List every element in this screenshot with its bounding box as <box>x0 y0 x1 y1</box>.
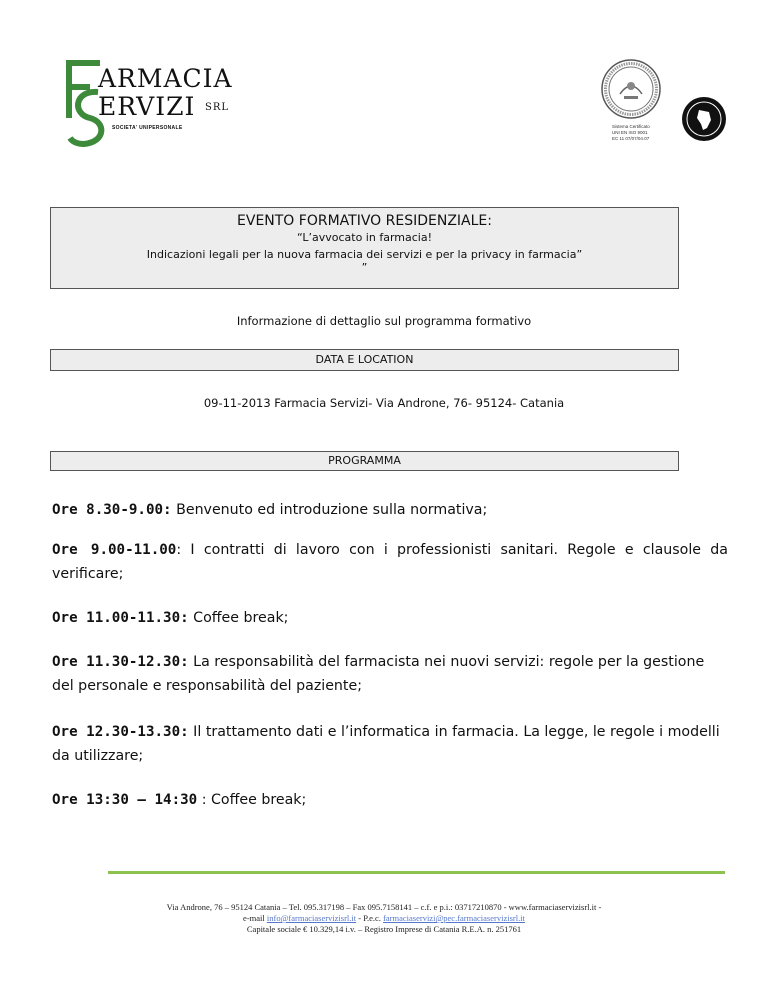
program-time: Ore 11.00-11.30: <box>52 610 189 626</box>
program-text: Il trattamento dati e l’informatica in farmacia. La legge, le regole i modelli da utilizzare; <box>52 724 720 764</box>
program-time: Ore 13:30 – 14:30 <box>52 792 198 808</box>
data-location-header: DATA E LOCATION <box>50 349 679 371</box>
company-logo <box>60 58 260 148</box>
footer-address: Via Androne, 76 – 95124 Catania – Tel. 095.317198 – Fax 095.7158141 – c.f. e p.i.: 03717210870 - www.farmaciaservizisrl.it - <box>166 902 602 912</box>
event-subtitle-line1: “L’avvocato in farmacia! <box>297 231 432 244</box>
logo-subtitle: SOCIETA' UNIPERSONALE <box>112 125 183 131</box>
seal-caption: Sistema Certificato UNI EN ISO 9001 EC 11 07/07/04.07 <box>612 124 650 141</box>
pec-link[interactable]: farmaciaservizi@pec.farmaciaservizisrl.it <box>383 913 525 923</box>
logo-srl-text: SRL <box>205 102 230 113</box>
footer <box>0 902 768 935</box>
footer-contacts: e-mail info@farmaciaservizisrl.it - P.e.c. farmaciaservizi@pec.farmaciaservizisrl.it <box>243 913 525 923</box>
location-text: 09-11-2013 Farmacia Servizi- Via Androne, 76- 95124- Catania <box>203 396 565 410</box>
programma-header: PROGRAMMA <box>50 451 679 471</box>
logo-farmacia-text: ARMACIA <box>98 64 233 93</box>
program-text: : Coffee break; <box>197 792 307 808</box>
event-title: EVENTO FORMATIVO RESIDENZIALE: <box>237 213 492 229</box>
event-subtitle-line2: Indicazioni legali per la nuova farmacia dei servizi e per la privacy in farmacia” <box>146 248 583 261</box>
program-item <box>52 650 728 698</box>
program-item <box>52 498 728 522</box>
logo-servizi-text: ERVIZI <box>98 92 196 121</box>
event-title-box <box>50 207 679 289</box>
footer-divider <box>108 871 725 874</box>
program-text: Benvenuto ed introduzione sulla normativa; <box>171 502 488 518</box>
program-item <box>52 606 728 630</box>
program-item <box>52 538 728 586</box>
program-text: : I contratti di lavoro con i professionisti sanitari. Regole e clausole da verificare; <box>52 542 728 582</box>
program-text: La responsabilità del farmacista nei nuovi servizi: regole per la gestione del personale e responsabilità del paziente; <box>52 654 705 694</box>
intro-text: Informazione di dettaglio sul programma formativo <box>236 314 532 328</box>
program-time: Ore 9.00-11.00 <box>52 542 177 558</box>
email-link[interactable]: info@farmaciaservizisrl.it <box>266 913 357 923</box>
program-time: Ore 11.30-12.30: <box>52 654 189 670</box>
event-subtitle-line3: ” <box>361 261 368 274</box>
footer-capital: Capitale sociale € 10.329,14 i.v. – Registro Imprese di Catania R.E.A. n. 251761 <box>246 924 522 934</box>
program-item <box>52 788 728 812</box>
program-text: Coffee break; <box>188 610 289 626</box>
accredia-badge-icon <box>681 96 727 142</box>
program-item <box>52 720 728 768</box>
program-time: Ore 8.30-9.00: <box>52 502 172 518</box>
program-time: Ore 12.30-13.30: <box>52 724 189 740</box>
certification-seal-icon <box>600 58 662 120</box>
